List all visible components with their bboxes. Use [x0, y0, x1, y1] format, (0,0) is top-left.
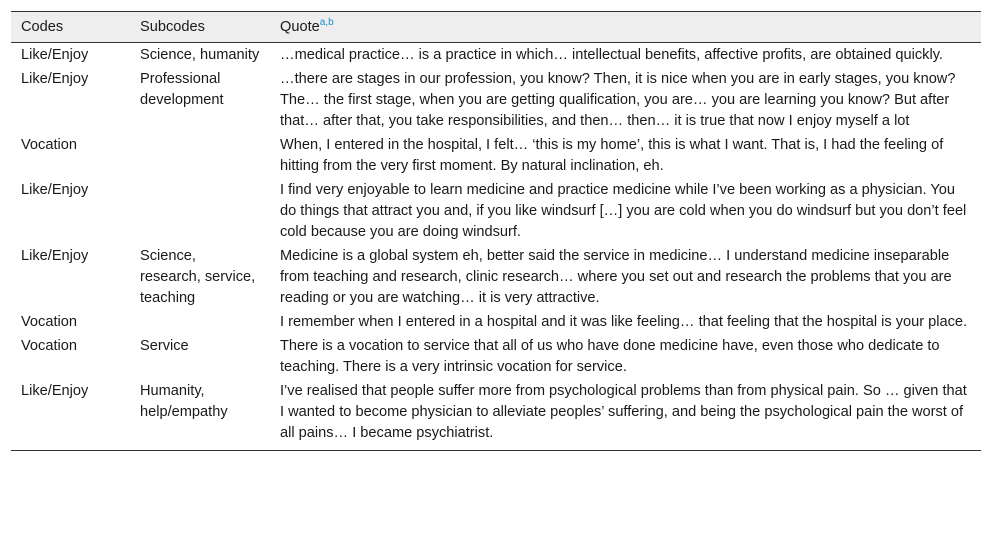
codes-table-container: [11, 11, 981, 451]
quote-cell: …there are stages in our profession, you know? Then, it is nice when you are in early stages, you know? The… the first stage, when you are getting qualification, you are… you are learning you know? But after that… after that, you take responsibilities, and then… then… it is true that now I enjoy myself a lot: [280, 71, 956, 129]
quote-cell: I remember when I entered in a hospital and it was like feeling… that feeling that the hospital is your place.: [280, 314, 968, 330]
table-row: [11, 334, 981, 379]
code-cell: Like/Enjoy: [21, 47, 89, 63]
footnote-link[interactable]: a,b: [319, 17, 334, 28]
table-row: [11, 244, 981, 310]
codes-table: [11, 11, 981, 451]
subcode-cell: Professional development: [140, 71, 224, 108]
subcode-cell: Humanity, help/empathy: [130, 379, 270, 451]
table-row: [11, 67, 981, 133]
code-cell: Like/Enjoy: [21, 248, 89, 264]
subcode-cell: Science, research, service, teaching: [140, 248, 256, 306]
quote-cell: There is a vocation to service that all of us who have done medicine have, even those who dedicate to teaching. There is a very intrinsic vocation for service.: [280, 338, 940, 375]
header-subcodes: Subcodes: [130, 12, 270, 43]
header-quote-label: Quote: [280, 19, 320, 35]
code-cell: Like/Enjoy: [21, 71, 89, 87]
table-row: [11, 133, 981, 178]
subcode-cell: Science, humanity: [140, 47, 260, 63]
quote-cell: Medicine is a global system eh, better said the service in medicine… I understand medicine inseparable from teaching and research, clinic research… where you set out and research the problems that you are reading or you are watching… it is very attractive.: [280, 248, 952, 306]
code-cell: Vocation: [21, 137, 77, 153]
subcode-cell: [130, 133, 270, 178]
code-cell: Like/Enjoy: [11, 379, 130, 451]
table-row: [11, 379, 981, 451]
table-row: [11, 310, 981, 334]
table-body: [11, 43, 981, 451]
quote-cell: …medical practice… is a practice in which… intellectual benefits, affective profits, are obtained quickly.: [280, 47, 943, 63]
code-cell: Vocation: [21, 338, 77, 354]
subcode-cell: [130, 178, 270, 244]
header-codes: Codes: [11, 12, 130, 43]
code-cell: Like/Enjoy: [21, 182, 89, 198]
quote-cell: I’ve realised that people suffer more from psychological problems than from physical pain. So … given that I wanted to become physician to alleviate peoples’ suffering, and being the psychological pain the worst of all pains… I became psychiatrist.: [270, 379, 981, 451]
code-cell: Vocation: [21, 314, 77, 330]
quote-cell: When, I entered in the hospital, I felt… ‘this is my home’, this is what I want. That is, I had the feeling of hitting from the very first moment. By natural inclination, eh.: [280, 137, 944, 174]
quote-cell: I find very enjoyable to learn medicine and practice medicine while I’ve been working as a physician. You do things that attract you and, if you like windsurf […] you are cold when you do windsurf but you don’t feel cold because you are doing windsurf.: [280, 182, 967, 240]
table-header: [11, 12, 981, 43]
subcode-cell: [130, 310, 270, 334]
subcode-cell: Service: [140, 338, 189, 354]
table-row: [11, 178, 981, 244]
table-row: [11, 43, 981, 68]
header-row: [11, 12, 981, 43]
header-quote: [270, 12, 981, 43]
